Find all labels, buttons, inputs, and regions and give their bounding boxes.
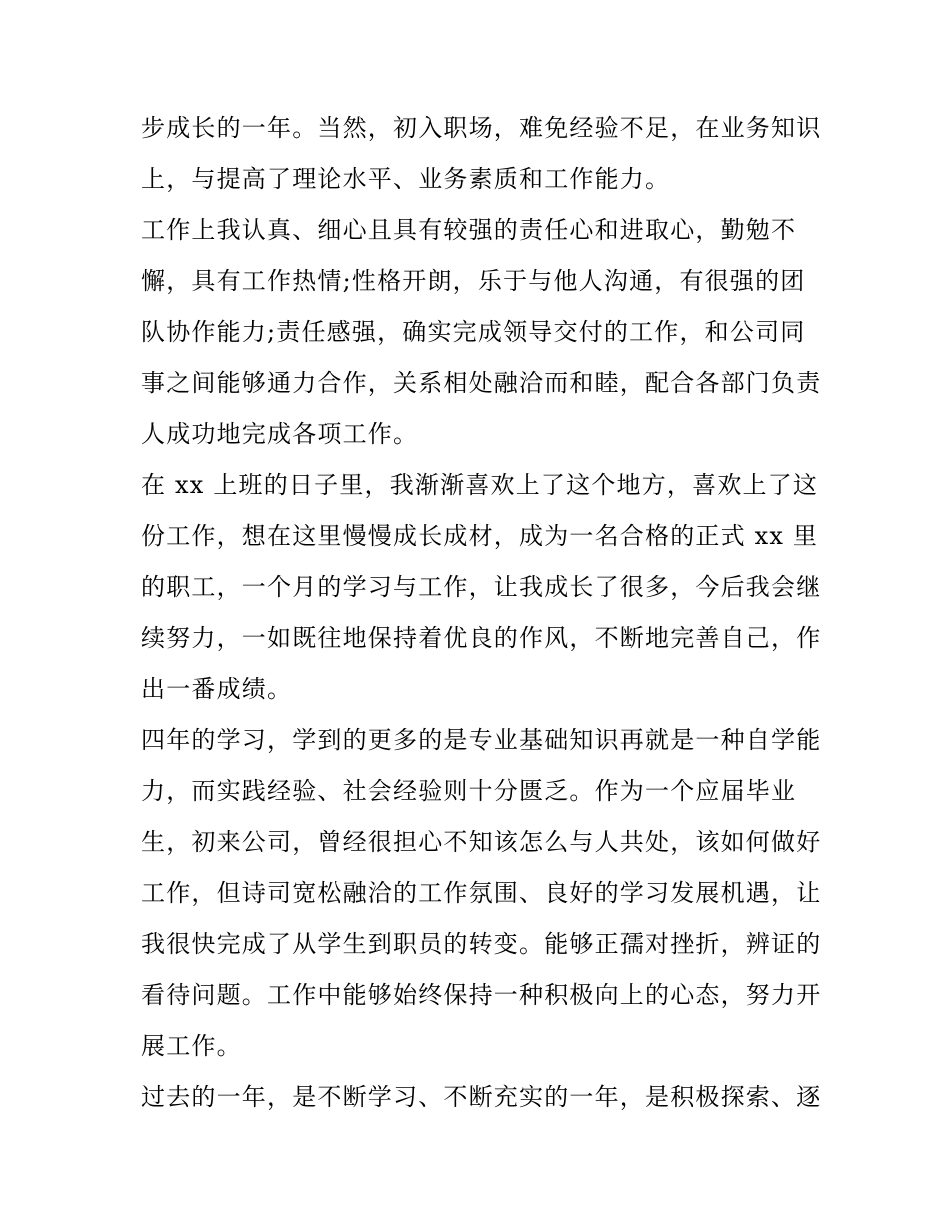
text-line: 队协作能力;责任感强，确实完成领导交付的工作，和公司同 [141,318,806,346]
text-line: 出一番成绩。 [141,675,293,703]
text-line: 生，初来公司，曾经很担心不知该怎么与人共处，该如何做好 [141,828,822,856]
text-line: 步成长的一年。当然，初入职场，难免经验不足，在业务知识 [141,114,822,142]
text-line: 的职工，一个月的学习与工作，让我成长了很多，今后我会继 [141,573,822,601]
text-line: 份工作，想在这里慢慢成长成材，成为一名合格的正式 xx 里 [141,522,819,550]
text-line: 上，与提高了理论水平、业务素质和工作能力。 [141,165,671,193]
text-line: 展工作。 [141,1032,242,1060]
text-line: 工作，但诗司宽松融洽的工作氛围、良好的学习发展机遇，让 [141,879,822,907]
text-line: 我很快完成了从学生到职员的转变。能够正孺对挫折，辨证的 [141,930,822,958]
text-line: 续努力，一如既往地保持着优良的作风，不断地完善自己，作 [141,624,822,652]
text-line: 工作上我认真、细心且具有较强的责任心和进取心，勤勉不 [141,216,797,244]
text-line: 过去的一年，是不断学习、不断充实的一年，是积极探索、逐 [141,1083,822,1111]
text-line: 力，而实践经验、社会经验则十分匮乏。作为一个应届毕业 [141,777,797,805]
text-line: 看待问题。工作中能够始终保持一种积极向上的心态，努力开 [141,981,822,1009]
text-line: 四年的学习，学到的更多的是专业基础知识再就是一种自学能 [141,726,822,754]
text-line: 事之间能够通力合作，关系相处融洽而和睦，配合各部门负责 [141,369,822,397]
text-line: 懈，具有工作热情;性格开朗，乐于与他人沟通，有很强的团 [141,267,806,295]
text-line: 在 xx 上班的日子里，我渐渐喜欢上了这个地方，喜欢上了这 [141,471,819,499]
text-line: 人成功地完成各项工作。 [141,420,419,448]
